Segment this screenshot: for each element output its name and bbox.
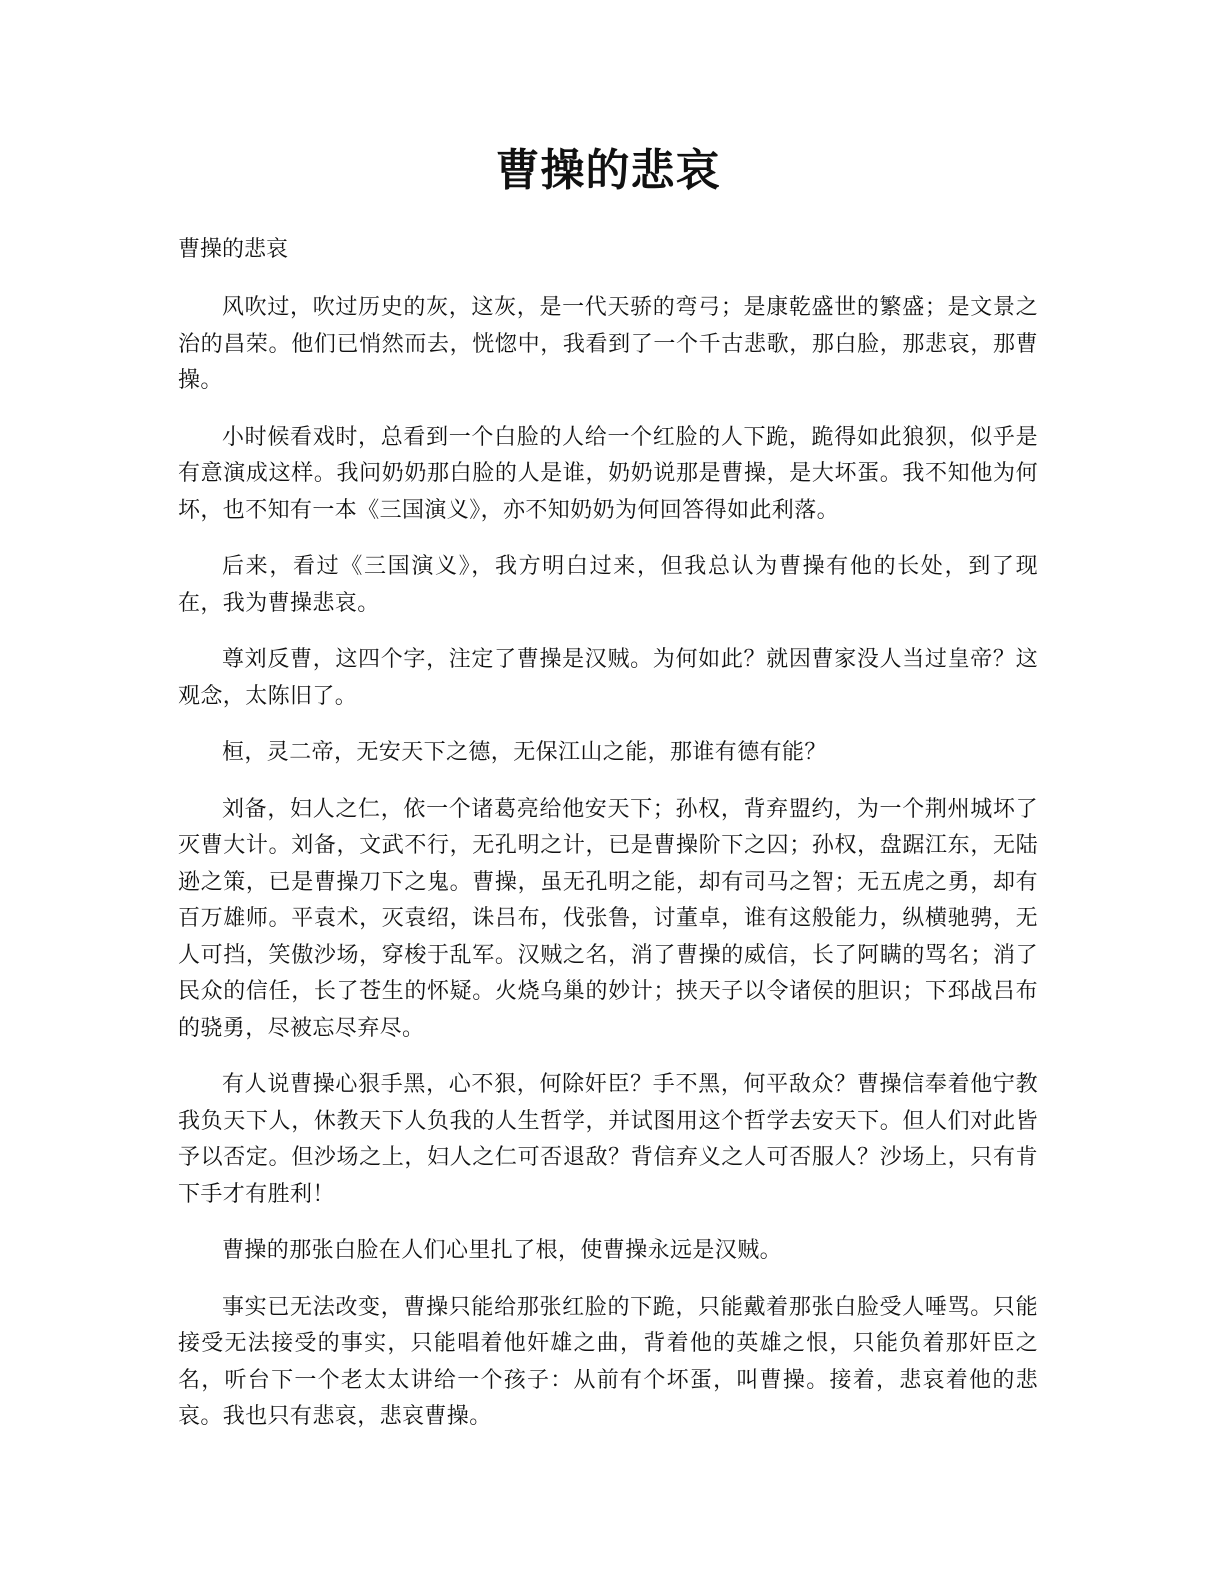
paragraph-4: 尊刘反曹，这四个字，注定了曹操是汉贼。为何如此？就因曹家没人当过皇帝？这观念，太陈旧了。 — [178, 647, 1038, 709]
paragraph-6: 刘备，妇人之仁，依一个诸葛亮给他安天下；孙权，背弃盟约，为一个荆州城坏了灭曹大计。刘备，文武不行，无孔明之计，已是曹操阶下之囚；孙权，盘踞江东，无陆逊之策，已是曹操刀下之鬼。曹操，虽无孔明之能，却有司马之智；无五虎之勇，却有百万雄师。平袁术，灭袁绍，诛吕布，伐张鲁，讨董卓，谁有这般能力，纵横驰骋，无人可挡，笑傲沙场，穿梭于乱军。汉贼之名，消了曹操的威信，长了阿瞒的骂名；消了民众的信任，长了苍生的怀疑。火烧乌巢的妙计；挟天子以令诸侯的胆识；下邳战吕布的骁勇，尽被忘尽弃尽。 — [178, 796, 1038, 1041]
paragraph-9: 事实已无法改变，曹操只能给那张红脸的下跪，只能戴着那张白脸受人唾骂。只能接受无法接受的事实，只能唱着他奸雄之曲，背着他的英雄之恨，只能负着那奸臣之名，听台下一个老太太讲给一个孩子：从前有个坏蛋，叫曹操。接着，悲哀着他的悲哀。我也只有悲哀，悲哀曹操。 — [178, 1294, 1038, 1429]
paragraph-1: 风吹过，吹过历史的灰，这灰，是一代天骄的弯弓；是康乾盛世的繁盛；是文景之治的昌荣。他们已悄然而去，恍惚中，我看到了一个千古悲歌，那白脸，那悲哀，那曹操。 — [178, 295, 1038, 393]
paragraph-5: 桓，灵二帝，无安天下之德，无保江山之能，那谁有德有能？ — [222, 740, 827, 765]
document-title: 曹操的悲哀 — [495, 145, 721, 196]
document-page — [178, 140, 1038, 1456]
document-subtitle: 曹操的悲哀 — [178, 237, 289, 262]
paragraph-2: 小时候看戏时，总看到一个白脸的人给一个红脸的人下跪，跪得如此狼狈，似乎是有意演成这样。我问奶奶那白脸的人是谁，奶奶说那是曹操，是大坏蛋。我不知他为何坏，也不知有一本《三国演义》，亦不知奶奶为何回答得如此利落。 — [178, 424, 1038, 523]
paragraph-3: 后来，看过《三国演义》，我方明白过来，但我总认为曹操有他的长处，到了现在，我为曹操悲哀。 — [178, 554, 1038, 616]
paragraph-7: 有人说曹操心狠手黑，心不狠，何除奸臣？手不黑，何平敌众？曹操信奉着他宁教我负天下人，休教天下人负我的人生哲学，并试图用这个哲学去安天下。但人们对此皆予以否定。但沙场之上，妇人之仁可否退敌？背信弃义之人可否服人？沙场上，只有肯下手才有胜利！ — [178, 1072, 1038, 1207]
paragraph-8: 曹操的那张白脸在人们心里扎了根，使曹操永远是汉贼。 — [222, 1238, 783, 1263]
